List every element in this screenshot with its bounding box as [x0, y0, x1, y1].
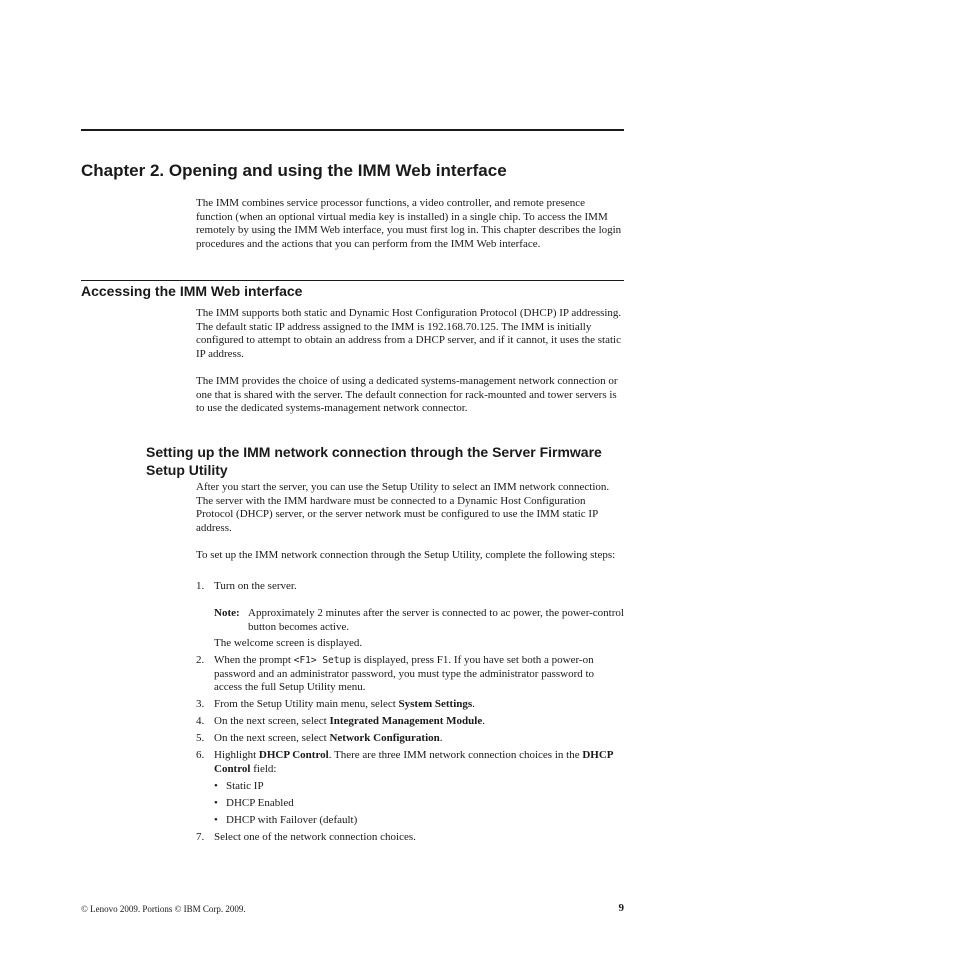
step-text-part: .	[439, 732, 443, 744]
step-text-part: .	[472, 698, 475, 710]
step-text	[214, 732, 624, 746]
step-number: 1.	[196, 580, 205, 592]
menu-item-name: Integrated Management Module	[329, 715, 483, 727]
step-text-part: From the Setup Utility main menu, select	[214, 698, 399, 710]
section-title: Accessing the IMM Web interface	[81, 283, 303, 299]
step-text-part: field:	[250, 762, 277, 775]
step-4	[196, 715, 624, 729]
step-text-part: On the next screen, select	[214, 715, 330, 727]
step-text-part: Highlight	[214, 749, 259, 761]
list-item	[214, 780, 624, 794]
step-text: Select one of the network connection choices.	[214, 831, 416, 843]
step-number: 6.	[196, 749, 205, 761]
note	[214, 607, 624, 634]
menu-item-name: DHCP Control	[258, 749, 329, 761]
step-text-part: . There are three IMM network connection choices in the	[328, 749, 583, 761]
step-text-part: is displayed, press F1. If you have set both a power-on password and an administrator password, you must type the administrator password to access the full Setup Utility menu.	[214, 654, 595, 694]
step-text	[214, 749, 624, 776]
note-text: Approximately 2 minutes after the server is connected to ac power, the power-control button becomes active.	[248, 607, 624, 633]
chapter-top-rule	[81, 129, 624, 131]
step-number: 3.	[196, 698, 205, 710]
step-number: 7.	[196, 831, 205, 843]
step-6	[196, 749, 624, 776]
bullet-icon: •	[214, 797, 218, 809]
subsection-paragraph-2: To set up the IMM network connection through the Setup Utility, complete the following steps:	[196, 549, 616, 561]
list-item	[214, 797, 624, 811]
step-text	[214, 654, 624, 695]
bullet-text: DHCP Enabled	[226, 797, 294, 809]
chapter-intro: The IMM combines service processor functions, a video controller, and remote presence function (when an optional virtual media key is installed) in a single chip. To access the IMM remotely by using the IMM Web interface, you must first log in. This chapter describes the login procedures and the actions that you can perform from the IMM Web interface.	[196, 197, 622, 250]
step-3	[196, 698, 624, 712]
step-7	[196, 831, 624, 845]
section-paragraph-1: The IMM supports both static and Dynamic Host Configuration Protocol (DHCP) IP addressing. The default static IP address assigned to the IMM is 192.168.70.125. The IMM is initially configured to attempt to obtain an address from a DHCP server, and if it cannot, it uses the static IP address.	[196, 307, 622, 360]
step-number: 4.	[196, 715, 205, 727]
step-text-part: .	[482, 715, 485, 727]
chapter-title: Chapter 2. Opening and using the IMM Web interface	[81, 161, 507, 180]
menu-item-name: Network Configuration	[329, 732, 440, 744]
list-item	[214, 814, 624, 828]
bullet-text: DHCP with Failover (default)	[226, 814, 358, 826]
step-text-part: When the prompt	[214, 654, 294, 666]
menu-item-name: System Settings	[398, 698, 473, 710]
note-label: Note:	[214, 607, 240, 619]
field-name: DHCP Control	[214, 749, 613, 775]
bullet-text: Static IP	[226, 780, 264, 792]
section-rule	[81, 280, 624, 281]
step-5	[196, 732, 624, 746]
page-number: 9	[618, 902, 624, 914]
step-number: 2.	[196, 654, 205, 666]
bullet-icon: •	[214, 780, 218, 792]
prompt-code: <F1> Setup	[293, 655, 351, 666]
step-number: 5.	[196, 732, 205, 744]
section-paragraph-2: The IMM provides the choice of using a dedicated systems-management network connection or one that is shared with the server. The default connection for rack-mounted and tower servers is to use the dedicated systems-management network connector.	[196, 375, 618, 415]
bullet-icon: •	[214, 814, 218, 826]
welcome-text: The welcome screen is displayed.	[214, 637, 363, 649]
footer-copyright: © Lenovo 2009. Portions © IBM Corp. 2009.	[81, 904, 246, 914]
subsection-paragraph-1: After you start the server, you can use the Setup Utility to select an IMM network connection. The server with the IMM hardware must be connected to a Dynamic Host Configuration Protocol (DHCP) server, or the server network must be configured to use the IMM static IP address.	[196, 481, 610, 534]
step-text-part: On the next screen, select	[214, 732, 330, 744]
step-2	[196, 654, 624, 695]
step-text: Turn on the server.	[214, 580, 297, 592]
step-text	[214, 715, 624, 729]
step-text	[214, 698, 624, 712]
step-1	[196, 580, 624, 594]
subsection-title: Setting up the IMM network connection through the Server Firmware Setup Utility	[146, 444, 602, 478]
